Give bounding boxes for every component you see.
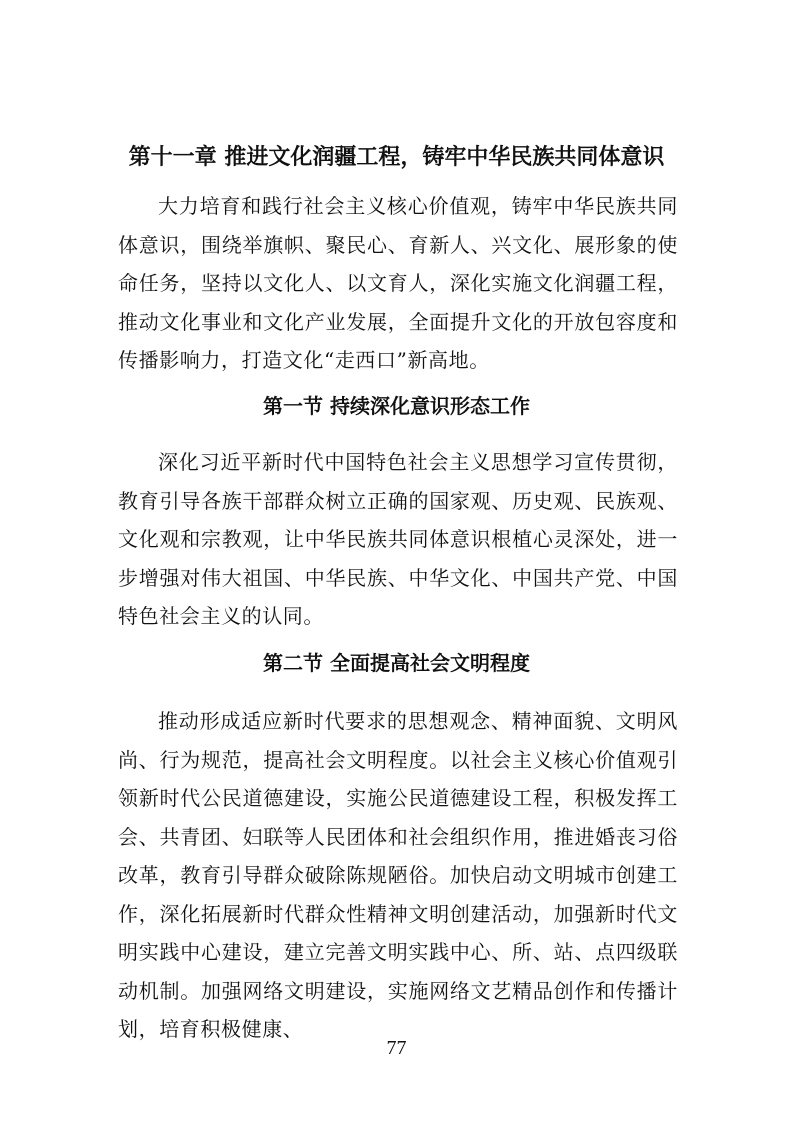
section-title-2: 第二节 全面提高社会文明程度 [263,651,530,675]
chapter-title: 第十一章 推进文化润疆工程，铸牢中华民族共同体意识 [128,145,665,170]
page-number: 77 [386,1037,407,1059]
section-1-paragraph: 深化习近平新时代中国特色社会主义思想学习宣传贯彻，教育引导各族干部群众树立正确的国家观、历史观、民族观、文化观和宗教观，让中华民族共同体意识根植心灵深处，进一步增强对伟大祖国、中华民族、中华文化、中国共产党、中国特色社会主义的认同。 [118,450,678,628]
section-2-paragraph: 推动形成适应新时代要求的思想观念、精神面貌、文明风尚、行为规范，提高社会文明程度。以社会主义核心价值观引领新时代公民道德建设，实施公民道德建设工程，积极发挥工会、共青团、妇联等人民团体和社会组织作用，推进婚丧习俗改革，教育引导群众破除陈规陋俗。加快启动文明城市创建工作，深化拓展新时代群众性精神文明创建活动，加强新时代文明实践中心建设，建立完善文明实践中心、所、站、点四级联动机制。加强网络文明建设，实施网络文艺精品创作和传播计划，培育积极健康、 [118,709,678,1041]
section-title-1: 第一节 持续深化意识形态工作 [263,394,530,418]
chapter-intro-paragraph: 大力培育和践行社会主义核心价值观，铸牢中华民族共同体意识，围绕举旗帜、聚民心、育新人、兴文化、展形象的使命任务，坚持以文化人、以文育人，深化实施文化润疆工程，推动文化事业和文化产业发展，全面提升文化的开放包容度和传播影响力，打造文化“走西口”新高地。 [118,194,678,372]
